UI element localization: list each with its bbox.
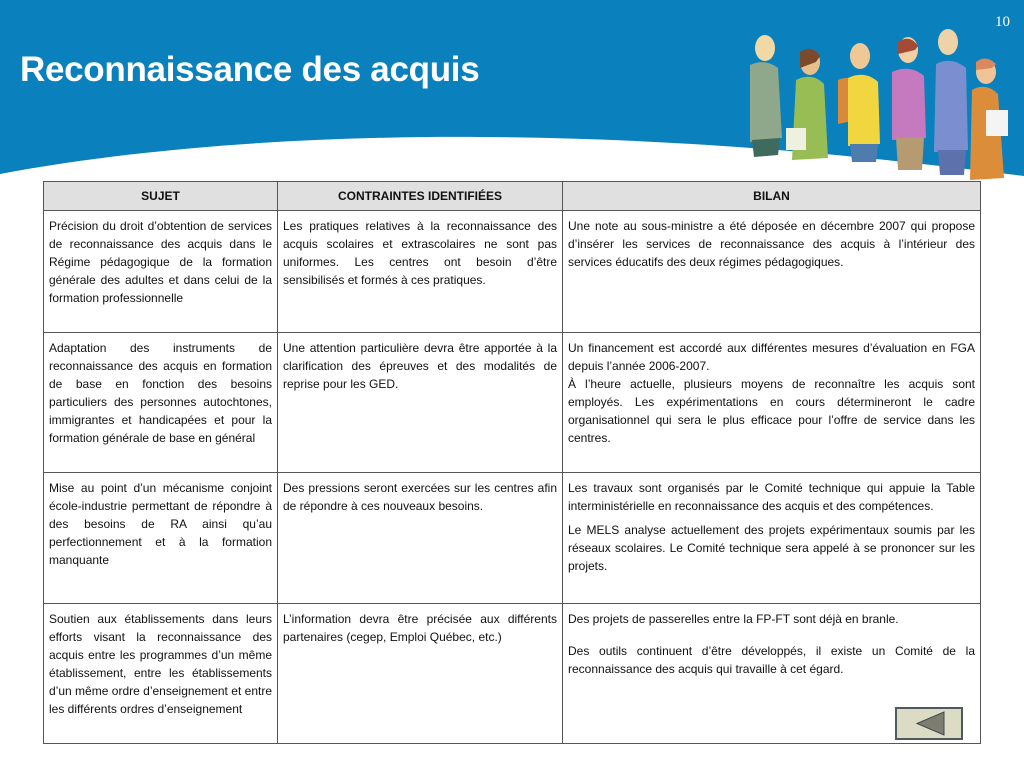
page-number: 10 [995, 14, 1010, 30]
bilan-paragraph: Une note au sous-ministre a été déposée en décembre 2007 qui propose d’insérer les services de reconnaissance des acquis à l’intérieur des services éducatifs des deux régimes pédagogiques. [568, 219, 975, 269]
bilan-paragraph: Le MELS analyse actuellement des projets expérimentaux soumis par les réseaux scolaires. Le Comité technique sera appelé à se prononcer sur les projets. [568, 523, 975, 573]
cell-sujet: Précision du droit d’obtention de services de reconnaissance des acquis dans le Régime pédagogique de la formation générale des adultes et dans celui de la formation professionnelle [44, 211, 278, 333]
table-row [44, 604, 981, 744]
person-figure [892, 37, 926, 170]
column-header-contraintes: CONTRAINTES IDENTIFIÉES [278, 182, 563, 211]
triangle-left-icon [897, 709, 961, 738]
people-illustration [720, 20, 1010, 180]
back-button[interactable] [895, 707, 963, 740]
page-title: Reconnaissance des acquis [20, 50, 480, 89]
cell-sujet: Soutien aux établissements dans leurs efforts visant la reconnaissance des acquis entre les programmes d’un même établissement, entre les établissements d’un même ordre d’enseignement et entre les différents ordres d’enseignement [44, 604, 278, 744]
column-header-sujet: SUJET [44, 182, 278, 211]
cell-bilan [563, 333, 981, 473]
person-figure [750, 35, 782, 157]
person-figure [934, 29, 968, 175]
bilan-paragraph: Des outils continuent d’être développés, il existe un Comité de la reconnaissance des acquis qui travaille à cet égard. [568, 644, 975, 676]
bilan-paragraph: Des projets de passerelles entre la FP-FT sont déjà en branle. [568, 612, 899, 626]
cell-contraintes: L’information devra être précisée aux différents partenaires (cegep, Emploi Québec, etc.) [278, 604, 563, 744]
cell-bilan [563, 211, 981, 333]
cell-contraintes: Une attention particulière devra être apportée à la clarification des épreuves et des modalités de reprise pour les GED. [278, 333, 563, 473]
cell-contraintes: Les pratiques relatives à la reconnaissance des acquis scolaires et extrascolaires ne sont pas uniformes. Les centres ont besoin d’être sensibilisés et formés à ces pratiques. [278, 211, 563, 333]
table-header-row [44, 182, 981, 211]
person-figure [786, 49, 828, 160]
bilan-paragraph: Un financement est accordé aux différentes mesures d’évaluation en FGA depuis l’année 2006-2007. [568, 341, 975, 373]
cell-contraintes: Des pressions seront exercées sur les centres afin de répondre à ces nouveaux besoins. [278, 473, 563, 604]
person-figure [970, 58, 1008, 180]
bilan-paragraph: À l’heure actuelle, plusieurs moyens de reconnaître les acquis sont employés. Les expérimentations en cours détermineront le cadre organisationnel qui sera le plus efficace pour l’offre de service dans les centres. [568, 377, 975, 445]
table-row [44, 211, 981, 333]
column-header-bilan: BILAN [563, 182, 981, 211]
reconnaissance-table [43, 181, 981, 744]
person-figure [838, 43, 880, 162]
bilan-paragraph: Les travaux sont organisés par le Comité technique qui appuie la Table interministérielle en reconnaissance des acquis et des compétences. [568, 481, 975, 513]
table-row [44, 473, 981, 604]
cell-bilan [563, 473, 981, 604]
cell-sujet: Adaptation des instruments de reconnaissance des acquis en formation de base en fonction des besoins particuliers des personnes autochtones, immigrantes et handicapées et pour la formation générale de base en général [44, 333, 278, 473]
cell-sujet: Mise au point d’un mécanisme conjoint école-industrie permettant de répondre à des besoins de RA ainsi qu’au perfectionnement et à la formation manquante [44, 473, 278, 604]
table-row [44, 333, 981, 473]
